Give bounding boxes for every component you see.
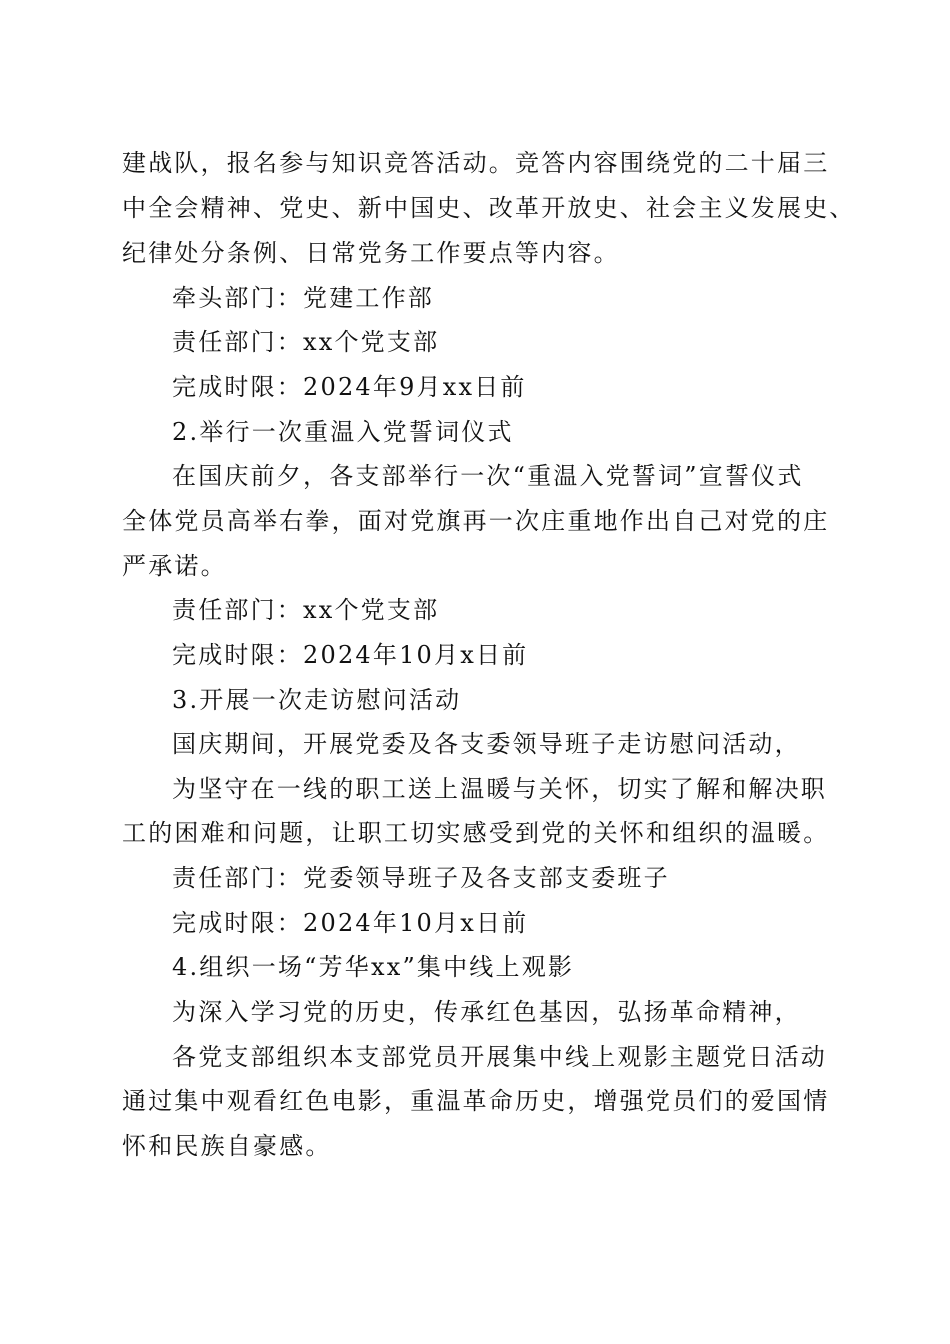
deadline-line: 完成时限：2024年9月xx日前 <box>172 373 527 401</box>
body-text-line: 工的困难和问题，让职工切实感受到党的关怀和组织的温暖。 <box>122 819 830 847</box>
body-text-line: 全体党员高举右拳，面对党旗再一次庄重地作出自己对党的庄 <box>122 507 830 535</box>
lead-department-line: 牵头部门：党建工作部 <box>172 284 434 312</box>
body-text-line: 为坚守在一线的职工送上温暖与关怀，切实了解和解决职 <box>172 775 827 803</box>
deadline-line: 完成时限：2024年10月x日前 <box>172 909 529 937</box>
section-heading: 4.组织一场“芳华xx”集中线上观影 <box>172 953 575 981</box>
body-text-line: 为深入学习党的历史，传承红色基因，弘扬革命精神， <box>172 998 801 1026</box>
body-text-line: 国庆期间，开展党委及各支委领导班子走访慰问活动， <box>172 730 801 758</box>
body-text-line: 在国庆前夕，各支部举行一次“重温入党誓词”宣誓仪式 <box>172 462 804 490</box>
body-text-line: 严承诺。 <box>122 552 227 580</box>
section-heading: 3.开展一次走访慰问活动 <box>172 686 462 714</box>
responsible-department-line: 责任部门：党委领导班子及各支部支委班子 <box>172 864 670 892</box>
body-text-line: 中全会精神、党史、新中国史、改革开放史、社会主义发展史、 <box>122 194 856 222</box>
responsible-department-line: 责任部门：xx个党支部 <box>172 328 440 356</box>
section-heading: 2.举行一次重温入党誓词仪式 <box>172 418 514 446</box>
body-text-line: 怀和民族自豪感。 <box>122 1132 332 1160</box>
body-text-line: 建战队，报名参与知识竞答活动。竞答内容围绕党的二十届三 <box>122 149 830 177</box>
responsible-department-line: 责任部门：xx个党支部 <box>172 596 440 624</box>
deadline-line: 完成时限：2024年10月x日前 <box>172 641 529 669</box>
body-text-line: 通过集中观看红色电影，重温革命历史，增强党员们的爱国情 <box>122 1087 830 1115</box>
body-text-line: 各党支部组织本支部党员开展集中线上观影主题党日活动 <box>172 1043 827 1071</box>
body-text-line: 纪律处分条例、日常党务工作要点等内容。 <box>122 239 620 267</box>
